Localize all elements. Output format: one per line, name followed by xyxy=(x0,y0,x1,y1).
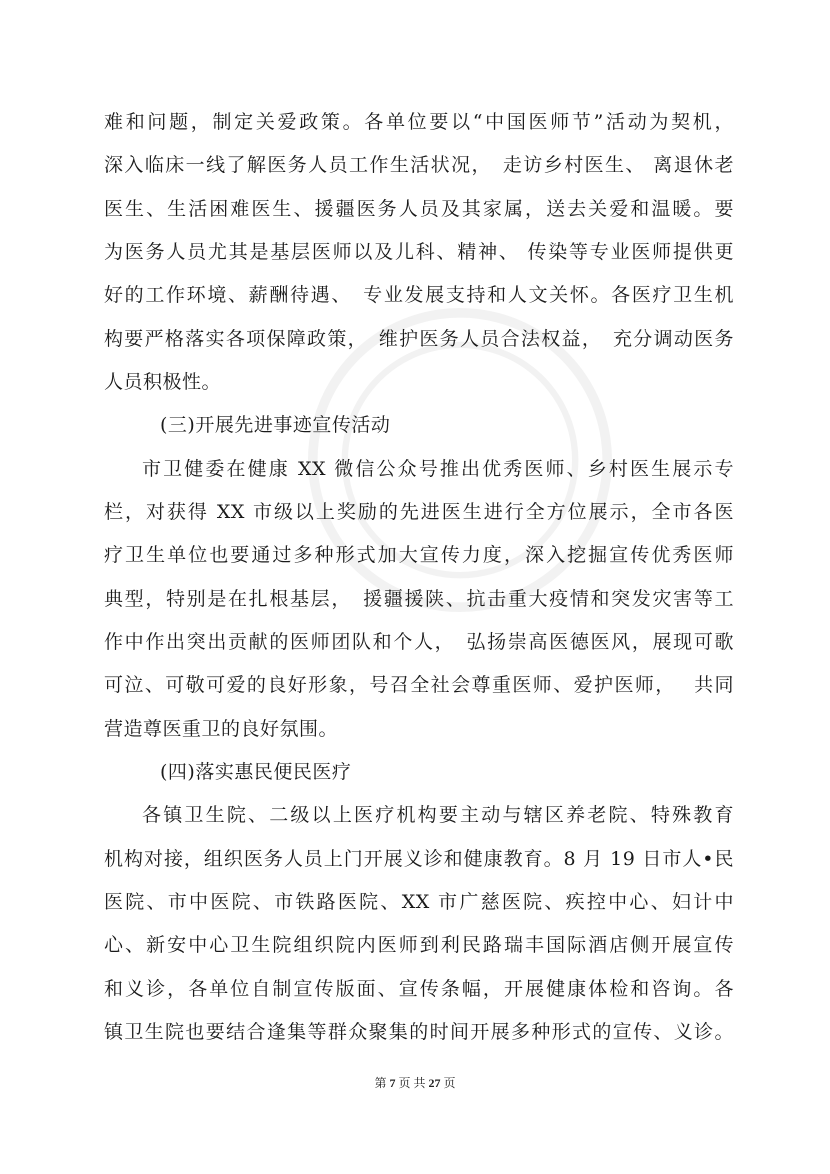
paragraph-1-line-2: 深入临床一线了解医务人员工作生活状况， 走访乡村医生、 离退休老 xyxy=(104,154,734,176)
paragraph-3-line-4: 心、新安中心卫生院组织院内医师到利民路瑞丰国际酒店侧开展宣传 xyxy=(104,934,734,956)
paragraph-1-line-1: 难和问题，制定关爱政策。各单位要以“中国医师节”活动为契机， xyxy=(104,111,734,133)
footer-total-pages: 27 xyxy=(428,1076,441,1090)
paragraph-1-line-6: 构要严格落实各项保障政策， 维护医务人员合法权益， 充分调动医务 xyxy=(104,328,734,350)
paragraph-3-line-2: 机构对接，组织医务人员上门开展义诊和健康教育。8 月 19 日市人•民 xyxy=(104,848,734,870)
page-footer xyxy=(0,1074,830,1091)
paragraph-2-line-1: 市卫健委在健康 XX 微信公众号推出优秀医师、乡村医生展示专 xyxy=(142,458,734,480)
paragraph-1-line-5: 好的工作环境、薪酬待遇、 专业发展支持和人文关怀。各医疗卫生机 xyxy=(104,284,734,306)
section-heading-3: (三)开展先进事迹宣传活动 xyxy=(160,414,391,436)
paragraph-2-line-5: 作中作出突出贡献的医师团队和个人， 弘扬崇高医德医风，展现可歌 xyxy=(104,631,734,653)
footer-middle: 页 共 xyxy=(398,1076,426,1090)
paragraph-1-line-3: 医生、生活困难医生、援疆医务人员及其家属，送去关爱和温暖。要 xyxy=(104,198,734,220)
paragraph-3-line-6: 镇卫生院也要结合逢集等群众聚集的时间开展多种形式的宣传、义诊。 xyxy=(104,1021,734,1043)
footer-suffix: 页 xyxy=(443,1076,456,1090)
paragraph-3-line-5: 和义诊，各单位自制宣传版面、宣传条幅，开展健康体检和咨询。各 xyxy=(104,978,734,1000)
paragraph-1-line-7: 人员积极性。 xyxy=(104,371,222,393)
paragraph-2-line-7: 营造尊医重卫的良好氛围。 xyxy=(104,718,339,740)
paragraph-2-line-6: 可泣、可敬可爱的良好形象，号召全社会尊重医师、爱护医师， 共同 xyxy=(104,674,734,696)
paragraph-3-line-3: 医院、市中医院、市铁路医院、XX 市广慈医院、疾控中心、妇计中 xyxy=(104,891,734,913)
footer-current-page: 7 xyxy=(389,1076,396,1090)
paragraph-3-line-1: 各镇卫生院、二级以上医疗机构要主动与辖区养老院、特殊教育 xyxy=(142,804,734,826)
footer-prefix: 第 xyxy=(374,1076,387,1090)
paragraph-2-line-3: 疗卫生单位也要通过多种形式加大宣传力度，深入挖掘宣传优秀医师 xyxy=(104,544,734,566)
paragraph-2-line-4: 典型，特别是在扎根基层， 援疆援陕、抗击重大疫情和突发灾害等工 xyxy=(104,588,734,610)
section-heading-4: (四)落实惠民便民医疗 xyxy=(160,761,352,783)
paragraph-1-line-4: 为医务人员尤其是基层医师以及儿科、精神、 传染等专业医师提供更 xyxy=(104,241,734,263)
paragraph-2-line-2: 栏，对获得 XX 市级以上奖励的先进医生进行全方位展示，全市各医 xyxy=(104,501,734,523)
